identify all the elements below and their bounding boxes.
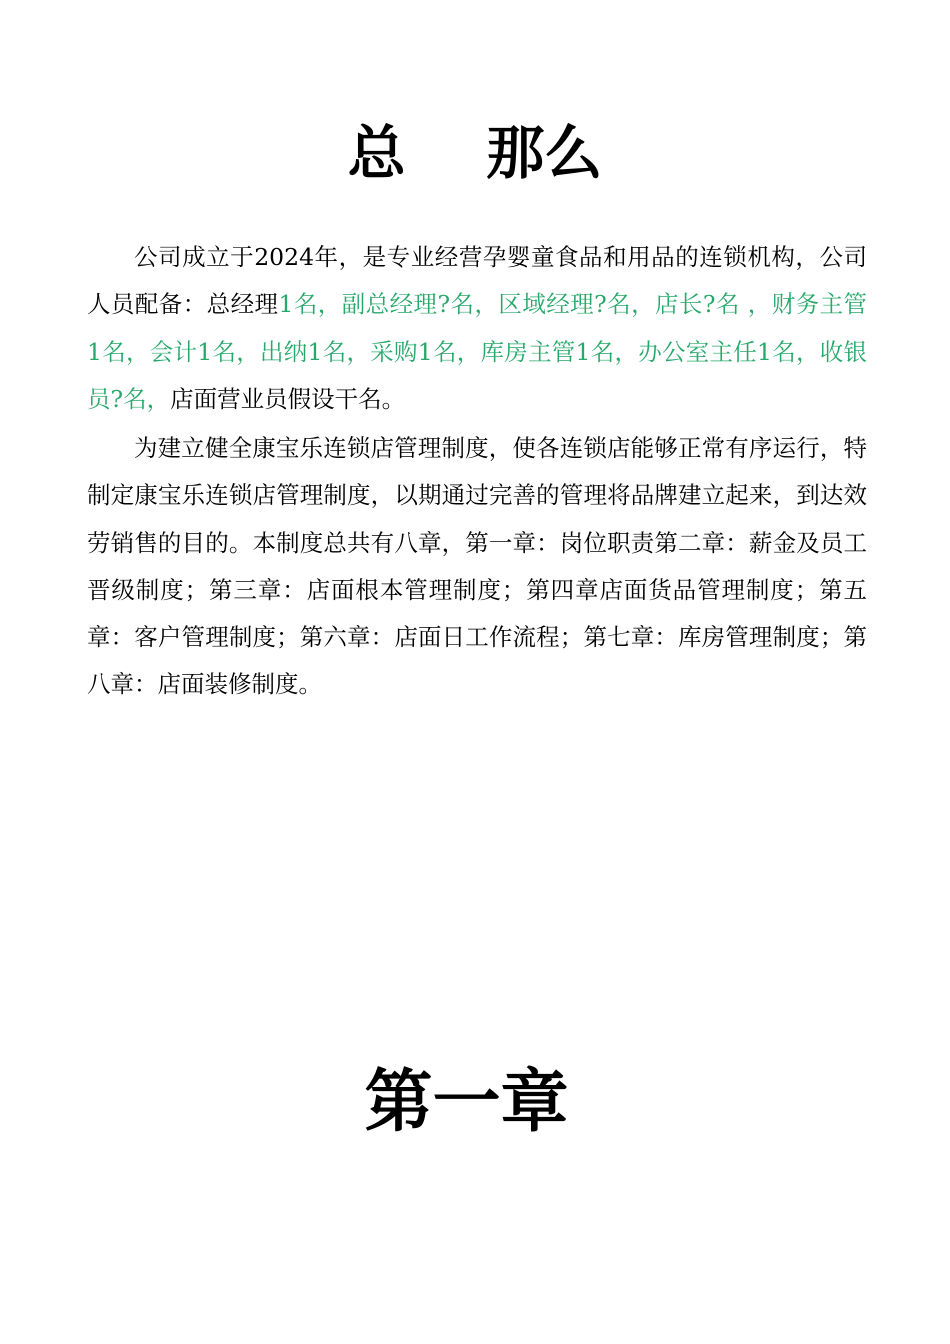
page-title: 总 那么 xyxy=(347,119,603,187)
intro-text-end: 店面营业员假设干名。 xyxy=(170,384,406,413)
intro-text: 公司成立于2024年，是专业经营孕婴童食品和用品的连锁机构，公司人员配备：总经理 xyxy=(87,243,867,319)
chapter-heading: 第一章 xyxy=(364,1062,569,1142)
intro-paragraph xyxy=(87,234,867,423)
staffing-highlight: 1名，副总经理?名，区域经理?名，店长?名 ，财务主管1名，会计1名，出纳1名，采购1名，库房主管1名，办公室主任1名，收银员?名， xyxy=(87,290,868,413)
purpose-paragraph: 为建立健全康宝乐连锁店管理制度，使各连锁店能够正常有序运行，特制定康宝乐连锁店管理制度，以期通过完善的管理将品牌建立起来，到达效劳销售的目的。本制度总共有八章，第一章：岗位职责第二章：薪金及员工晋级制度；第三章：店面根本管理制度；第四章店面货品管理制度；第五章：客户管理制度；第六章：店面日工作流程；第七章：库房管理制度；第八章：店面装修制度。 xyxy=(87,434,867,699)
